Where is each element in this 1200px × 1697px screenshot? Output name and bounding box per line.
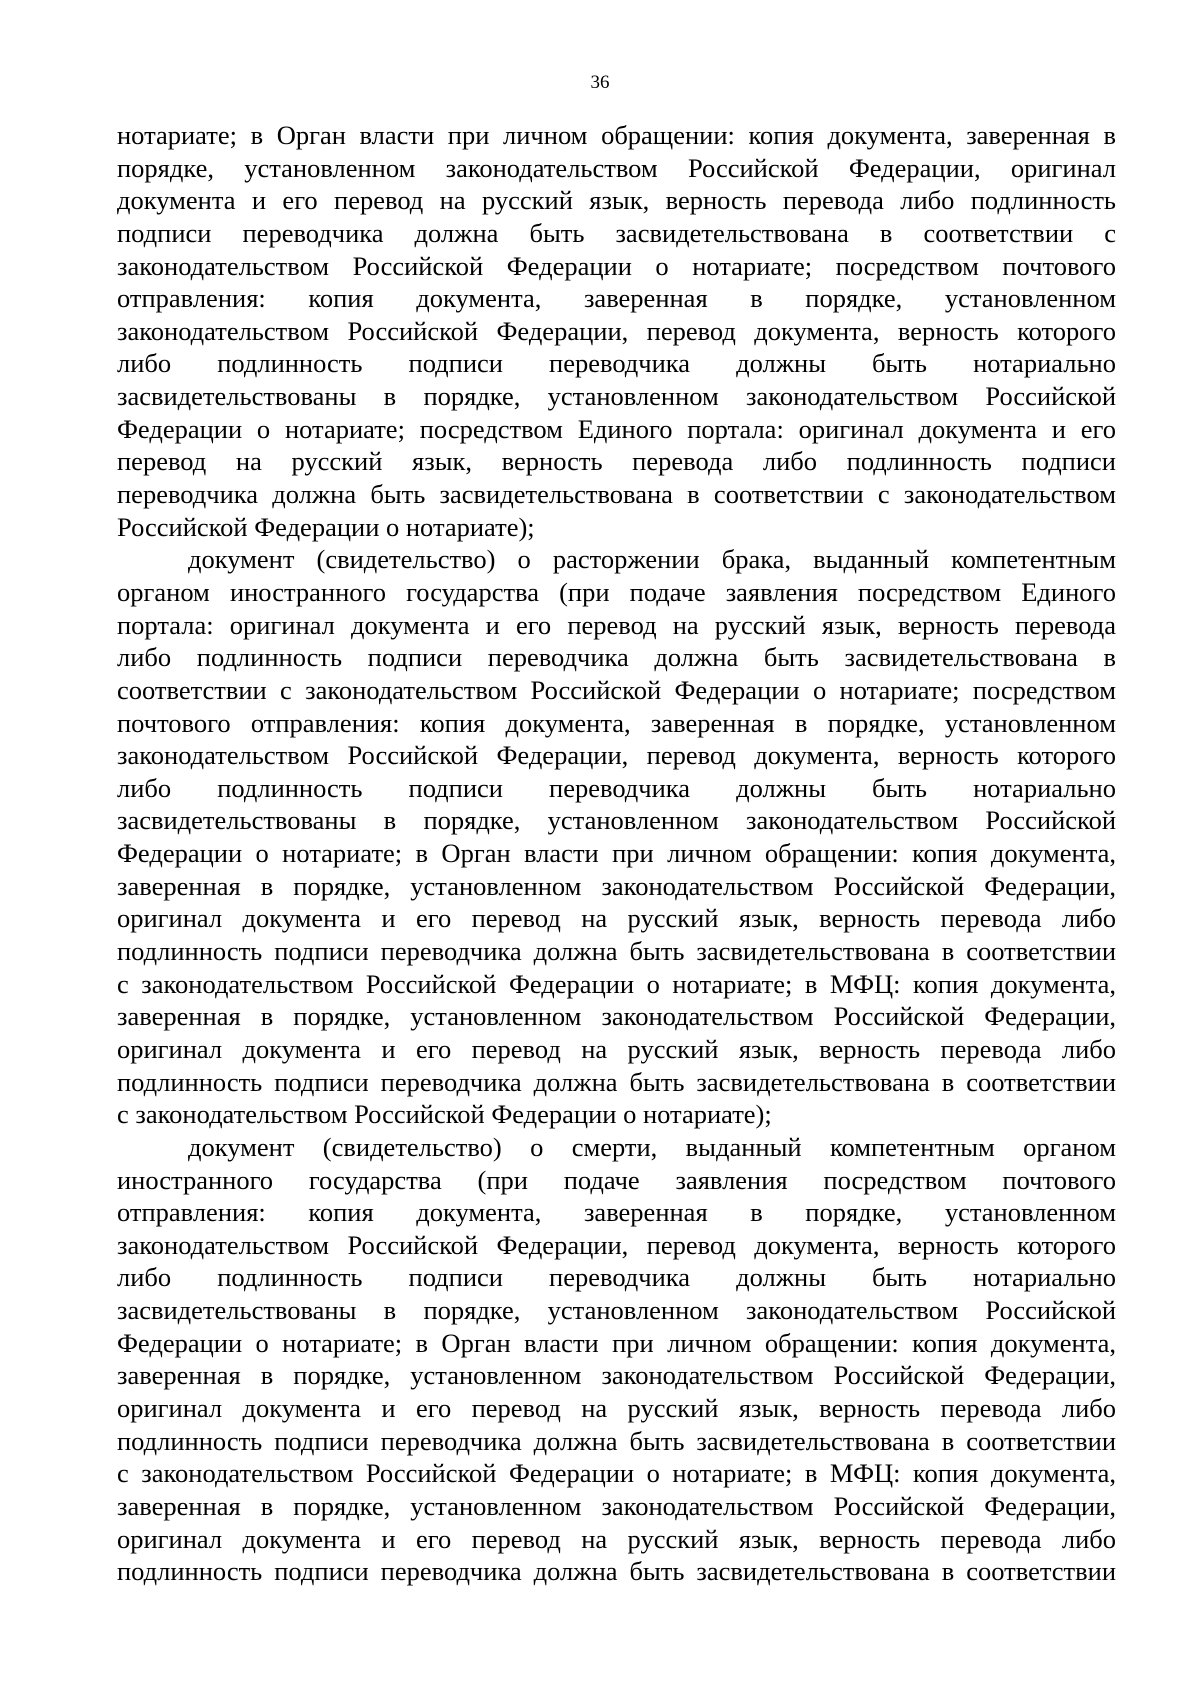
text-line: перевод на русский язык, верность перевода либо подлинность подписи xyxy=(117,446,1116,477)
text-line: законодательством Российской Федерации о нотариате; посредством почтового xyxy=(117,250,1116,281)
text-line: либо подлинность подписи переводчика должны быть нотариально xyxy=(117,772,1116,803)
text-line: Федерации о нотариате; в Орган власти при личном обращении: копия документа, xyxy=(117,1327,1116,1358)
text-line: оригинал документа и его перевод на русский язык, верность перевода либо xyxy=(117,1392,1116,1423)
text-line: либо подлинность подписи переводчика должны быть нотариально xyxy=(117,1262,1116,1293)
text-line: отправления: копия документа, заверенная в порядке, установленном xyxy=(117,1197,1116,1228)
text-line: Федерации о нотариате; в Орган власти при личном обращении: копия документа, xyxy=(117,838,1116,869)
text-line: подлинность подписи переводчика должна быть засвидетельствована в соответствии xyxy=(117,1425,1116,1456)
text-line: почтового отправления: копия документа, заверенная в порядке, установленном xyxy=(117,707,1116,738)
paragraph-first-line: документ (свидетельство) о расторжении брака, выданный компетентным xyxy=(188,544,1116,575)
text-line: иностранного государства (при подаче заявления посредством почтового xyxy=(117,1164,1116,1195)
text-line: заверенная в порядке, установленном законодательством Российской Федерации, xyxy=(117,870,1116,901)
text-line: заверенная в порядке, установленном законодательством Российской Федерации, xyxy=(117,1001,1116,1032)
text-line: законодательством Российской Федерации, перевод документа, верность которого xyxy=(117,315,1116,346)
text-line: подписи переводчика должна быть засвидетельствована в соответствии с xyxy=(117,217,1116,248)
text-line: засвидетельствованы в порядке, установленном законодательством Российской xyxy=(117,381,1116,412)
text-line: оригинал документа и его перевод на русский язык, верность перевода либо xyxy=(117,1033,1116,1064)
paragraph-first-line: документ (свидетельство) о смерти, выданный компетентным органом xyxy=(188,1131,1116,1162)
text-line: порядке, установленном законодательством Российской Федерации, оригинал xyxy=(117,152,1116,183)
text-line: Российской Федерации о нотариате); xyxy=(117,511,535,542)
text-line: оригинал документа и его перевод на русский язык, верность перевода либо xyxy=(117,1523,1116,1554)
text-line: либо подлинность подписи переводчика должны быть нотариально xyxy=(117,348,1116,379)
text-line: засвидетельствованы в порядке, установленном законодательством Российской xyxy=(117,1295,1116,1326)
text-line: нотариате; в Орган власти при личном обращении: копия документа, заверенная в xyxy=(117,120,1116,150)
text-line: подлинность подписи переводчика должна быть засвидетельствована в соответствии xyxy=(117,1556,1116,1587)
text-line: переводчика должна быть засвидетельствована в соответствии с законодательством xyxy=(117,479,1116,510)
text-line: портала: оригинал документа и его перевод на русский язык, верность перевода xyxy=(117,609,1116,640)
text-line: оригинал документа и его перевод на русский язык, верность перевода либо xyxy=(117,903,1116,934)
text-line: с законодательством Российской Федерации о нотариате; в МФЦ: копия документа, xyxy=(117,1458,1116,1489)
text-line: подлинность подписи переводчика должна быть засвидетельствована в соответствии xyxy=(117,1066,1116,1097)
text-line: с законодательством Российской Федерации о нотариате; в МФЦ: копия документа, xyxy=(117,968,1116,999)
text-line: либо подлинность подписи переводчика должна быть засвидетельствована в xyxy=(117,642,1116,673)
page-number: 36 xyxy=(590,72,610,93)
text-line: органом иностранного государства (при подаче заявления посредством Единого xyxy=(117,576,1116,607)
text-line: с законодательством Российской Федерации о нотариате); xyxy=(117,1099,772,1130)
text-line: законодательством Российской Федерации, перевод документа, верность которого xyxy=(117,740,1116,771)
text-line: отправления: копия документа, заверенная в порядке, установленном xyxy=(117,283,1116,314)
text-line: заверенная в порядке, установленном законодательством Российской Федерации, xyxy=(117,1360,1116,1391)
text-line: засвидетельствованы в порядке, установленном законодательством Российской xyxy=(117,805,1116,836)
text-line: соответствии с законодательством Российской Федерации о нотариате; посредством xyxy=(117,674,1116,705)
text-line: заверенная в порядке, установленном законодательством Российской Федерации, xyxy=(117,1490,1116,1521)
body-text xyxy=(117,119,1116,1588)
text-line: документа и его перевод на русский язык, верность перевода либо подлинность xyxy=(117,185,1116,216)
text-line: подлинность подписи переводчика должна быть засвидетельствована в соответствии xyxy=(117,936,1116,967)
text-line: законодательством Российской Федерации, перевод документа, верность которого xyxy=(117,1229,1116,1260)
text-line: Федерации о нотариате; посредством Единого портала: оригинал документа и его xyxy=(117,413,1116,444)
